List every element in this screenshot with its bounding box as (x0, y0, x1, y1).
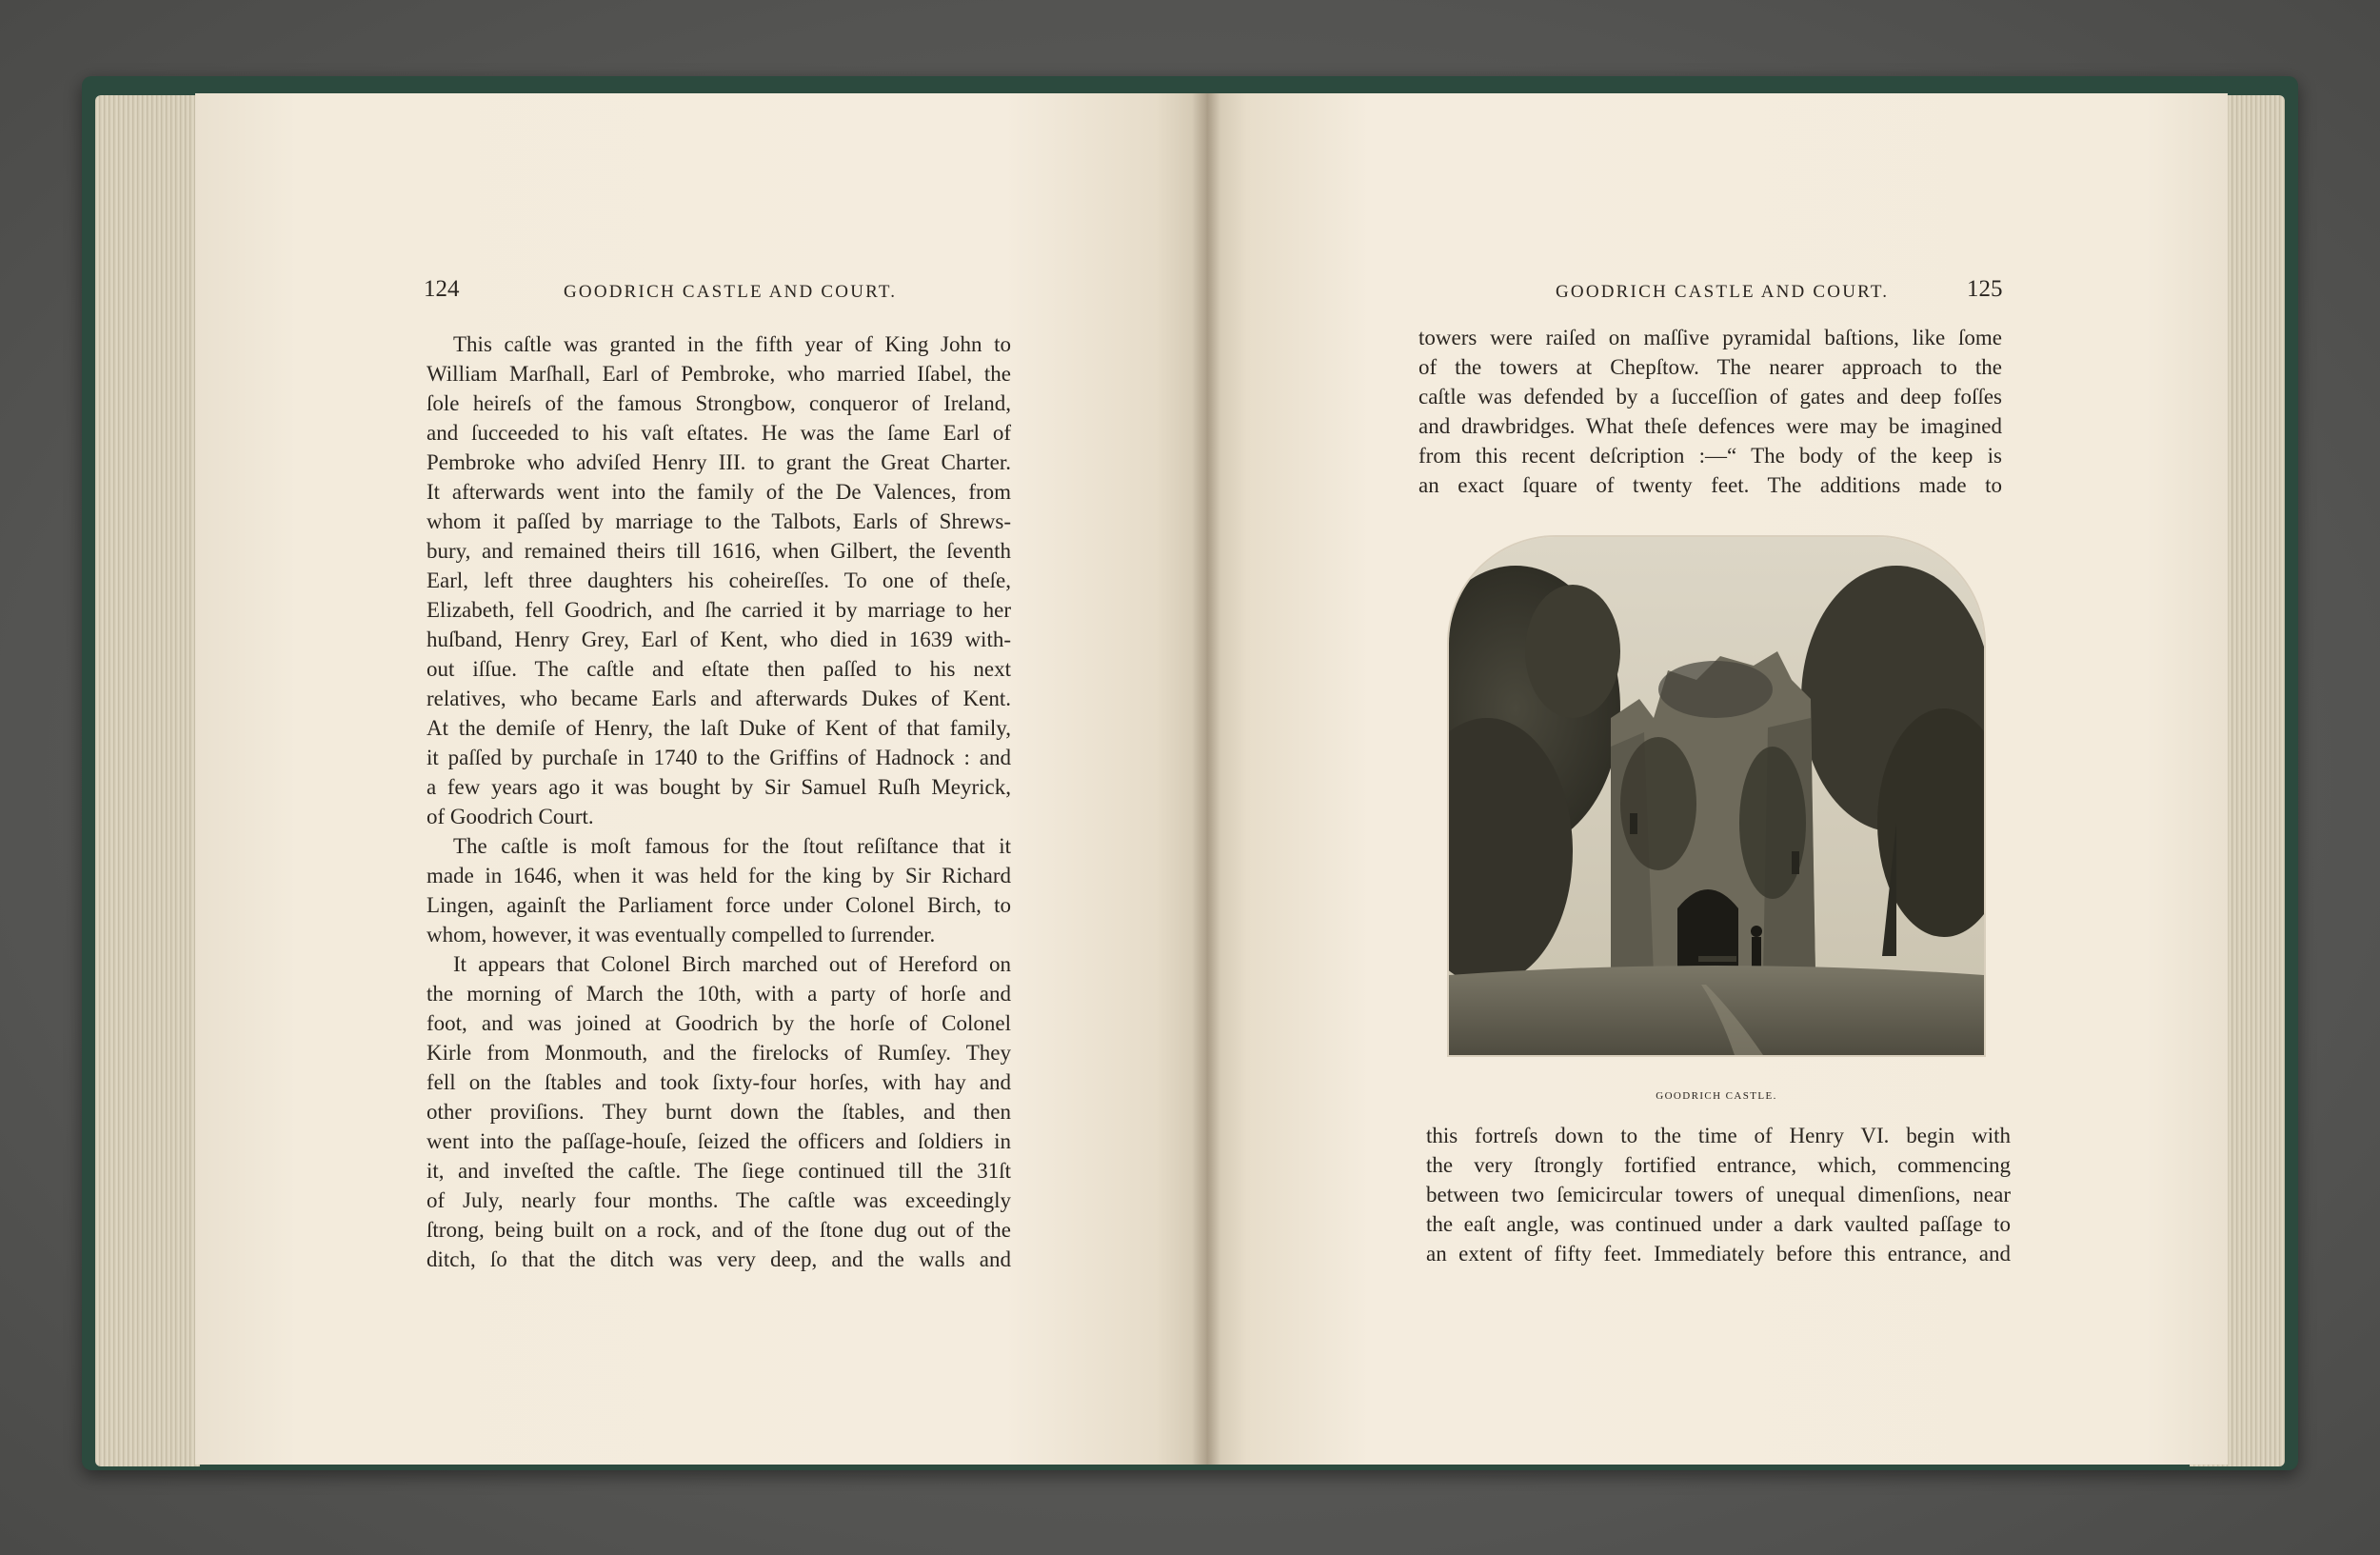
left-body-text (426, 329, 1011, 1274)
right-body-text-top (1418, 323, 2002, 500)
plate-caption: GOODRICH CASTLE. (1656, 1090, 1777, 1102)
text-line: of July, nearly four months. The caſtle was exceedingly (426, 1188, 1011, 1212)
text-line: It appears that Colonel Birch marched out of Hereford on (453, 952, 1011, 976)
book-gutter (1192, 93, 1220, 1465)
text-line: ditch, ſo that the ditch was very deep, and the walls and (426, 1247, 1011, 1271)
text-line: other proviſions. They burnt down the ſtables, and then (426, 1100, 1011, 1124)
text-line: fell on the ſtables and took ſixty-four horſes, with hay and (426, 1070, 1011, 1094)
text-line: towers were raiſed on maſſive pyramidal baſtions, like ſome (1418, 326, 2002, 349)
left-running-head: GOODRICH CASTLE AND COURT. (564, 282, 898, 302)
text-line: Lingen, againſt the Parliament force under Colonel Birch, to (426, 893, 1011, 917)
text-line: an exact ſquare of twenty feet. The additions made to (1418, 473, 2002, 497)
text-line: of Goodrich Court. (426, 805, 594, 828)
text-line: made in 1646, when it was held for the king by Sir Richard (426, 864, 1011, 887)
text-line: ſtrong, being built on a rock, and of the ſtone dug out of the (426, 1218, 1011, 1242)
text-line: William Marſhall, Earl of Pembroke, who married Iſabel, the (426, 362, 1011, 386)
text-line: the eaſt angle, was continued under a dark vaulted paſſage to (1426, 1212, 2011, 1236)
text-line: This caſtle was granted in the fifth year of King John to (453, 332, 1011, 356)
text-line: bury, and remained theirs till 1616, when Gilbert, the ſeventh (426, 539, 1011, 563)
right-page-number: 125 (1967, 276, 2003, 302)
text-line: whom it paſſed by marriage to the Talbots, Earls of Shrews- (426, 509, 1011, 533)
left-page-edges (95, 95, 200, 1466)
text-line: It afterwards went into the family of the De Valences, from (426, 480, 1011, 504)
text-line: went into the paſſage-houſe, ſeized the officers and ſoldiers in (426, 1129, 1011, 1153)
text-line: ſole heireſs of the famous Strongbow, conqueror of Ireland, (426, 391, 1011, 415)
text-line: this fortreſs down to the time of Henry VI. begin with (1426, 1124, 2011, 1147)
text-line: whom, however, it was eventually compelled to ſurrender. (426, 923, 936, 947)
text-line: between two ſemicircular towers of unequal dimenſions, near (1426, 1183, 2011, 1206)
text-line: Kirle from Monmouth, and the firelocks of Rumſey. They (426, 1041, 1011, 1065)
text-line: foot, and was joined at Goodrich by the horſe of Colonel (426, 1011, 1011, 1035)
text-line: relatives, who became Earls and afterwards Dukes of Kent. (426, 687, 1011, 710)
text-line: The caſtle is moſt famous for the ſtout reſiſtance that it (453, 834, 1011, 858)
text-line: caſtle was defended by a ſucceſſion of gates and deep foſſes (1418, 385, 2002, 409)
right-running-head: GOODRICH CASTLE AND COURT. (1556, 282, 1890, 302)
text-line: of the towers at Chepſtow. The nearer approach to the (1418, 355, 2002, 379)
left-page-number: 124 (424, 276, 460, 302)
text-line: Earl, left three daughters his coheireſſes. To one of theſe, (426, 568, 1011, 592)
text-line: huſband, Henry Grey, Earl of Kent, who died in 1639 with- (426, 628, 1011, 651)
text-line: and drawbridges. What theſe defences were may be imagined (1418, 414, 2002, 438)
text-line: it, and inveſted the caſtle. The ſiege continued till the 31ſt (426, 1159, 1011, 1183)
text-line: and ſucceeded to his vaſt eſtates. He was the ſame Earl of (426, 421, 1011, 445)
right-body-text-bottom (1426, 1121, 2011, 1268)
text-line: an extent of fifty feet. Immediately before this entrance, and (1426, 1242, 2011, 1266)
paragraph (426, 949, 1011, 1274)
goodrich-castle-photograph (1449, 537, 1984, 1055)
text-line: from this recent deſcription :—“ The body of the keep is (1418, 444, 2002, 468)
text-line: Pembroke who adviſed Henry III. to grant the Great Charter. (426, 450, 1011, 474)
text-line: At the demiſe of Henry, the laſt Duke of Kent of that family, (426, 716, 1011, 740)
text-line: out iſſue. The caſtle and eſtate then paſſed to his next (426, 657, 1011, 681)
text-line: Elizabeth, fell Goodrich, and ſhe carried it by marriage to her (426, 598, 1011, 622)
text-line: the morning of March the 10th, with a party of horſe and (426, 982, 1011, 1006)
paragraph (426, 329, 1011, 831)
text-line: it paſſed by purchaſe in 1740 to the Griffins of Hadnock : and (426, 746, 1011, 769)
text-line: the very ſtrongly fortified entrance, which, commencing (1426, 1153, 2011, 1177)
text-line: a few years ago it was bought by Sir Samuel Ruſh Meyrick, (426, 775, 1011, 799)
photograph-image (1449, 537, 1984, 1055)
paragraph (426, 831, 1011, 949)
